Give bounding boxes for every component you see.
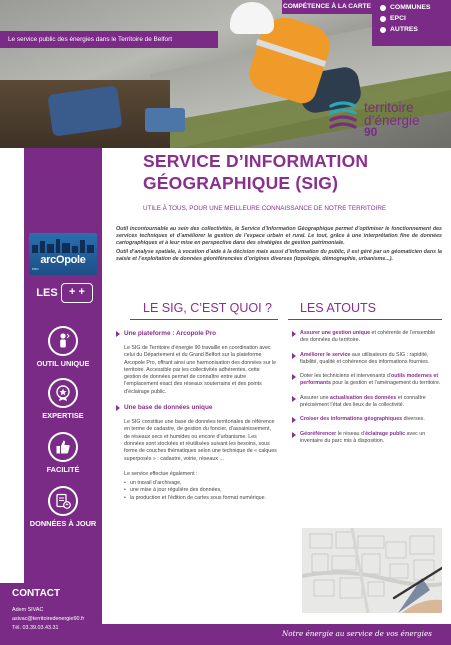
atout-item: Croiser des informations géographiques diverses. (292, 416, 442, 423)
plus-label: + + (61, 283, 93, 303)
feature-facilite: FACILITÉ (24, 432, 102, 474)
list-item: • un travail d’archivage, (130, 480, 278, 487)
star-badge-icon (48, 378, 78, 408)
tag-communes: COMMUNES (380, 2, 451, 13)
arrow-icon (292, 432, 296, 438)
paragraph-base-donnees: Le SIG constitue une base de données territoriales de référence en terme de cadastre, de gestion du foncier, d’assainissement, de réseaux secs et humides ou encore d’urbanisme. Les données sont stockées et réutilisées suivant les besoins, sous forme de couches thématiques selon une technique de « calques superposés » : cadastre, voirie, réseaux ... (124, 419, 277, 462)
arrow-icon (116, 405, 120, 411)
logo-number: 90 (364, 125, 378, 139)
map-photo (302, 528, 442, 613)
competence-label: COMPÉTENCE À LA CARTE (282, 0, 372, 14)
atouts-column (292, 330, 442, 452)
contact-title: CONTACT (12, 588, 61, 599)
contact-box (0, 583, 102, 645)
atout-item: Assurer une actualisation des données et connaître précisément l’état des lieux de la collectivité. (292, 395, 442, 410)
paragraph-service: Le service effectue également : (124, 470, 198, 477)
worker-helmet (230, 2, 274, 34)
arrow-icon (292, 331, 296, 337)
les-plus-badge (33, 283, 93, 303)
arrow-icon (292, 374, 296, 380)
logo-text-line2: d’énergie (364, 113, 420, 128)
arrow-icon (292, 353, 296, 359)
atout-item: Assurer une gestion unique et cohérente de l’ensemble des données du territoire. (292, 330, 442, 345)
page-title-line1: SERVICE D’INFORMATION (143, 151, 369, 171)
contact-email[interactable]: asivac@territoiredenergie90.fr (12, 616, 85, 622)
section-heading-sig: LE SIG, C’EST QUOI ? (143, 301, 272, 315)
intro-paragraph-1: Outil incontournable au sein des collectivités, le Service d’Information Géographique permet d’optimiser le fonctionnement des services techniques et d’améliorer la gestion de l’espace urbain et rural. Le tout, grâce à une interprétation fine de données cartographiques et à leur mise en perspective dans des stratégies de gestion patrimoniale. (116, 226, 442, 247)
document-refresh-icon (48, 486, 78, 516)
bullet-icon (380, 16, 386, 22)
equipment-case-small (145, 108, 185, 132)
les-label: LES (36, 287, 58, 299)
list-item: • la production et l’édition de cartes sous format numérique. (130, 495, 278, 502)
section-divider-atouts (288, 319, 442, 320)
logo-text-line1: territoire (364, 100, 414, 115)
tag-autres: AUTRES (380, 24, 451, 35)
intro-paragraph-2: Outil d’analyse spatiale, à vocation d’aide à la décision mais aussi d’information du public, il est géré par un géomaticien dans la saisie et l’exploitation de données géoréférencées d’origines diverses (topologie, démographie, urbanisme...). (116, 248, 442, 262)
feature-expertise: EXPERTISE (24, 378, 102, 420)
section-heading-atouts: LES ATOUTS (300, 301, 376, 315)
thumbs-up-icon (48, 432, 78, 462)
atout-item: Géoréférencer le réseau d’éclairage public avec un inventaire du parc mis à disposition. (292, 431, 442, 446)
service-list (116, 480, 278, 502)
page-subtitle: UTILE À TOUS, POUR UNE MEILLEURE CONNAISSANCE DE NOTRE TERRITOIRE (143, 205, 387, 212)
footer-tagline: Notre énergie au service de vos énergies (282, 629, 432, 638)
person-pin-icon (48, 326, 78, 356)
contact-name: Adem SIVAC (12, 607, 44, 613)
contact-phone: Tél. 03.39.03.43.31 (12, 625, 59, 631)
service-banner: Le service public des énergies dans le Territoire de Belfort (0, 31, 218, 48)
feature-donnees-a-jour: DONNÉES À JOUR (24, 486, 102, 528)
sig-column (116, 330, 278, 502)
map-illustration (302, 528, 442, 613)
page-title-line2: GÉOGRAPHIQUE (SIG) (143, 173, 339, 193)
list-item: • une mise à jour régulière des données, (130, 487, 278, 494)
audience-tags (372, 0, 451, 46)
arrow-icon (116, 331, 120, 337)
subheading-plateforme: Une plateforme : Arcopole Pro (116, 330, 278, 337)
logo-wave-icon (328, 100, 358, 132)
bullet-icon (380, 5, 386, 11)
city-skyline-icon (32, 239, 94, 253)
arrow-icon (292, 396, 296, 402)
territoire-energie-logo (328, 98, 448, 140)
paragraph-plateforme: Le SIG de Territoire d’énergie 90 travaille en coordination avec celui du Département et du Grand Belfort sur la plateforme Arcopole Pro, offrant ainsi une harmonisation des données sur le territoire. Accessible par les collectivités adhérentes, cette gestion de données permet de connaître entre autre l’emplacement exact des réseaux souterrains et des points d’éclairage public. (124, 345, 277, 395)
atout-item: Améliorer le service aux utilisateurs du SIG : rapidité, fiabilité, qualité et cohérence des informations fournies. (292, 352, 442, 367)
intro-text (116, 226, 442, 264)
section-divider-sig (130, 319, 278, 320)
arrow-icon (292, 417, 296, 423)
bullet-icon (380, 27, 386, 33)
arcopole-logo: arcOpole PRO (29, 233, 97, 275)
atout-item: Doter les techniciens et intervenants d’outils modernes et performants pour la gestion et l’aménagement du territoire. (292, 373, 442, 388)
subheading-base-donnees: Une base de données unique (116, 404, 278, 411)
tag-epci: EPCI (380, 13, 451, 24)
feature-outil-unique: OUTIL UNIQUE (24, 326, 102, 368)
